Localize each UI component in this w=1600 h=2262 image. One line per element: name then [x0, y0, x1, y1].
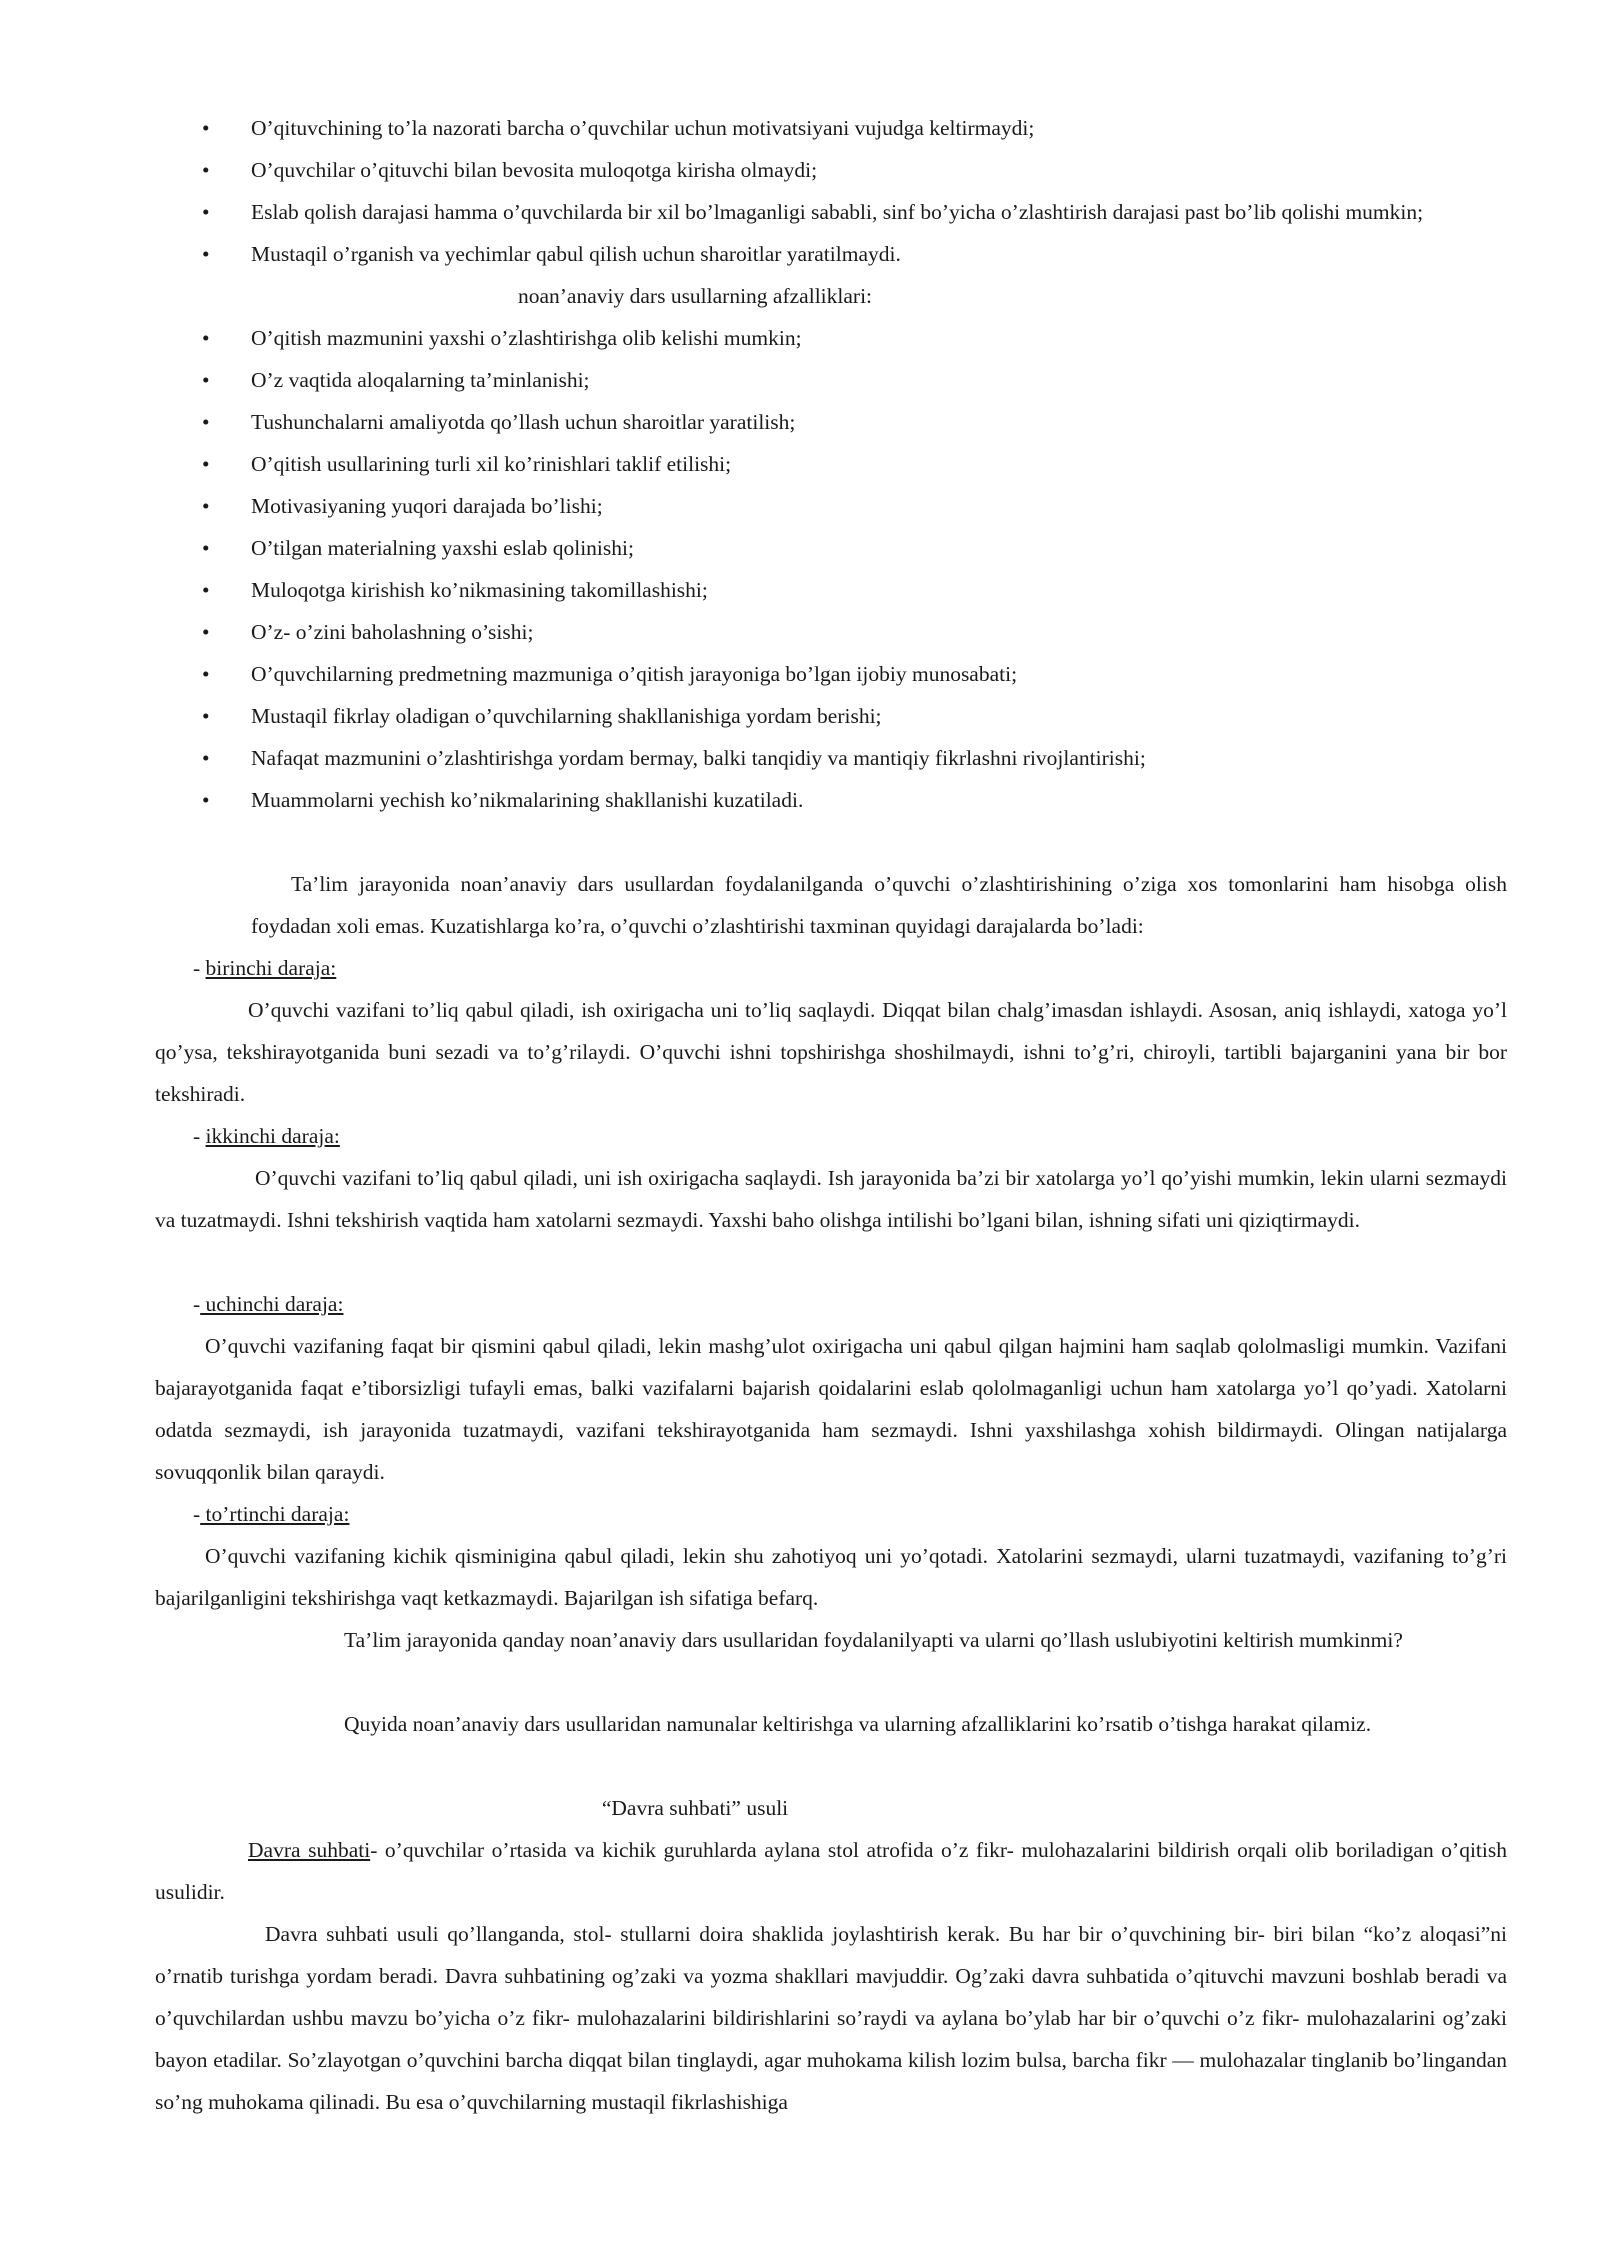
bullet-icon: •	[202, 368, 210, 392]
bullet-icon: •	[202, 326, 210, 350]
bullet-icon: •	[202, 200, 210, 224]
level-label: birinchi daraja:	[205, 956, 337, 980]
list-item: • O’quvchilar o’qituvchi bilan bevosita muloqotga kirisha olmaydi;	[0, 149, 1600, 191]
bullet-icon: •	[202, 620, 210, 644]
level-text: O’quvchi vazifaning faqat bir qismini qabul qiladi, lekin mashg’ulot oxirigacha uni qabul qilgan hajmini ham saqlab qololmasligi mumkin. Vazifani bajarayotganida faqat e’tiborsizligi tufayli emas, balki vazifalarni bajarish qoidalarini eslab qololmaganligi uchun ham xatolarga yo’l qo’yadi. Xatolarni odatda sezmaydi, ish jarayonida tuzatmaydi, vazifani tekshirayotganida ham sezmaydi. Ishni yaxshilashga xohish bildirmaydi. Olingan natijalarga sovuqqonlik bilan qaraydi.	[155, 1334, 1507, 1484]
bullet-icon: •	[202, 662, 210, 686]
bullet-icon: •	[202, 536, 210, 560]
list-item: • Motivasiyaning yuqori darajada bo’lishi;	[0, 485, 1600, 527]
list-item: • Nafaqat mazmunini o’zlashtirishga yordam bermay, balki tanqidiy va mantiqiy fikrlashni rivojlantirishi;	[0, 737, 1600, 779]
level-label: ikkinchi daraja:	[205, 1124, 340, 1148]
bullet-icon: •	[202, 242, 210, 266]
bullet-icon: •	[202, 116, 210, 140]
bullet-icon: •	[202, 410, 210, 434]
definition-term: Davra suhbati	[248, 1838, 371, 1862]
list-item: • Muammolarni yechish ko’nikmalarining shakllanishi kuzatiladi.	[0, 779, 1600, 821]
bullet-icon: •	[202, 704, 210, 728]
level-text: O’quvchi vazifaning kichik qisminigina qabul qiladi, lekin shu zahotiyoq uni yo’qotadi. Xatolarini sezmaydi, ularni tuzatmaydi, vazifaning to’g’ri bajarilganligini tekshirishga vaqt ketkazmaydi. Bajarilgan ish sifatiga befarq.	[155, 1544, 1507, 1610]
level-text: O’quvchi vazifani to’liq qabul qiladi, uni ish oxirigacha saqlaydi. Ish jarayonida ba’zi bir xatolarga yo’l qo’yishi mumkin, lekin ularni sezmaydi va tuzatmaydi. Ishni tekshirish vaqtida ham xatolarni sezmaydi. Yaxshi baho olishga intilishi bo’lgani bilan, ishning sifati uni qiziqtirmaydi.	[155, 1166, 1507, 1232]
bullet-icon: •	[202, 746, 210, 770]
final-paragraph: Davra suhbati usuli qo’llanganda, stol- stullarni doira shaklida joylashtirish kerak. Bu har bir o’quvchining bir- biri bilan “ko’z aloqasi”ni o’rnatib turishga yordam beradi. Davra suhbatining og’zaki va yozma shakllari mavjuddir. Og’zaki davra suhbatida o’qituvchi mavzuni boshlab beradi va o’quvchilardan ushbu mavzu bo’yicha o’z fikr- mulohazalarini bildirishlarini so’raydi va aylana bo’ylab har bir o’quvchi o’z fikr- mulohazalarini og’zaki bayon etadilar. So’zlayotgan o’quvchini barcha diqqat bilan tinglaydi, agar muhokama kilish lozim bulsa, barcha fikr — mulohazalar tinglanib bo’lingandan so’ng muhokama qilinadi. Bu esa o’quvchilarning mustaqil fikrlashishiga	[155, 1922, 1507, 2114]
level-label: uchinchi daraja:	[200, 1292, 344, 1316]
list-item: • O’tilgan materialning yaxshi eslab qolinishi;	[0, 527, 1600, 569]
list-item: • Muloqotga kirishish ko’nikmasining takomillashishi;	[0, 569, 1600, 611]
bullet-icon: •	[202, 788, 210, 812]
list-item: • O’qitish usullarining turli xil ko’rinishlari taklif etilishi;	[0, 443, 1600, 485]
list-item: • O’z vaqtida aloqalarning ta’minlanishi;	[0, 359, 1600, 401]
method-title: “Davra suhbati” usuli	[601, 1796, 789, 1820]
list-item: • Tushunchalarni amaliyotda qo’llash uchun sharoitlar yaratilish;	[0, 401, 1600, 443]
definition-paragraph: Davra suhbati- o’quvchilar o’rtasida va kichik guruhlarda aylana stol atrofida o’z fikr- mulohazalarini bildirish orqali olib boriladigan o’qitish usulidir.	[155, 1838, 1507, 1904]
level-heading: - uchinchi daraja:	[193, 1292, 344, 1316]
bullet-list-top	[0, 107, 1600, 821]
lead-paragraph: Quyida noan’anaviy dars usullaridan namunalar keltirishga va ularning afzalliklarini ko’rsatib o’tishga harakat qilamiz.	[344, 1712, 1372, 1736]
bullet-icon: •	[202, 158, 210, 182]
list-item: • Mustaqil fikrlay oladigan o’quvchilarning shakllanishiga yordam berishi;	[0, 695, 1600, 737]
list-item: • O’qitish mazmunini yaxshi o’zlashtirishga olib kelishi mumkin;	[0, 317, 1600, 359]
bullet-icon: •	[202, 452, 210, 476]
list-item: • Mustaqil o’rganish va yechimlar qabul qilish uchun sharoitlar yaratilmaydi.	[0, 233, 1600, 275]
list-item: • O’z- o’zini baholashning o’sishi;	[0, 611, 1600, 653]
list-item: • Eslab qolish darajasi hamma o’quvchilarda bir xil bo’lmaganligi sababli, sinf bo’yicha o’zlashtirish darajasi past bo’lib qolishi mumkin;	[0, 191, 1600, 233]
bullet-icon: •	[202, 578, 210, 602]
bullet-icon: •	[202, 494, 210, 518]
list-item: • O’qituvchining to’la nazorati barcha o’quvchilar uchun motivatsiyani vujudga keltirmaydi;	[0, 107, 1600, 149]
level-text: O’quvchi vazifani to’liq qabul qiladi, ish oxirigacha uni to’liq saqlaydi. Diqqat bilan chalg’imasdan ishlaydi. Asosan, aniq ishlaydi, xatoga yo’l qo’ysa, tekshirayotganida buni sezadi va to’g’rilaydi. O’quvchi ishni topshirishga shoshilmaydi, ishni to’g’ri, chiroyli, tartibli bajarganini yana bir bor tekshiradi.	[155, 998, 1507, 1106]
advantages-title: noan’anaviy dars usullarning afzalliklari:	[517, 284, 873, 308]
level-label: to’rtinchi daraja:	[200, 1502, 350, 1526]
level-heading: - birinchi daraja:	[193, 956, 337, 980]
level-heading: - to’rtinchi daraja:	[193, 1502, 350, 1526]
level-heading: - ikkinchi daraja:	[193, 1124, 340, 1148]
intro-paragraph: Ta’lim jarayonida noan’anaviy dars usullardan foydalanilganda o’quvchi o’zlashtirishining o’ziga xos tomonlarini ham hisobga olish foydadan xoli emas. Kuzatishlarga ko’ra, o’quvchi o’zlashtirishi taxminan quyidagi darajalarda bo’ladi:	[251, 872, 1507, 938]
question-paragraph: Ta’lim jarayonida qanday noan’anaviy dars usullaridan foydalanilyapti va ularni qo’llash uslubiyotini keltirish mumkinmi?	[344, 1628, 1403, 1652]
list-item: • O’quvchilarning predmetning mazmuniga o’qitish jarayoniga bo’lgan ijobiy munosabati;	[0, 653, 1600, 695]
